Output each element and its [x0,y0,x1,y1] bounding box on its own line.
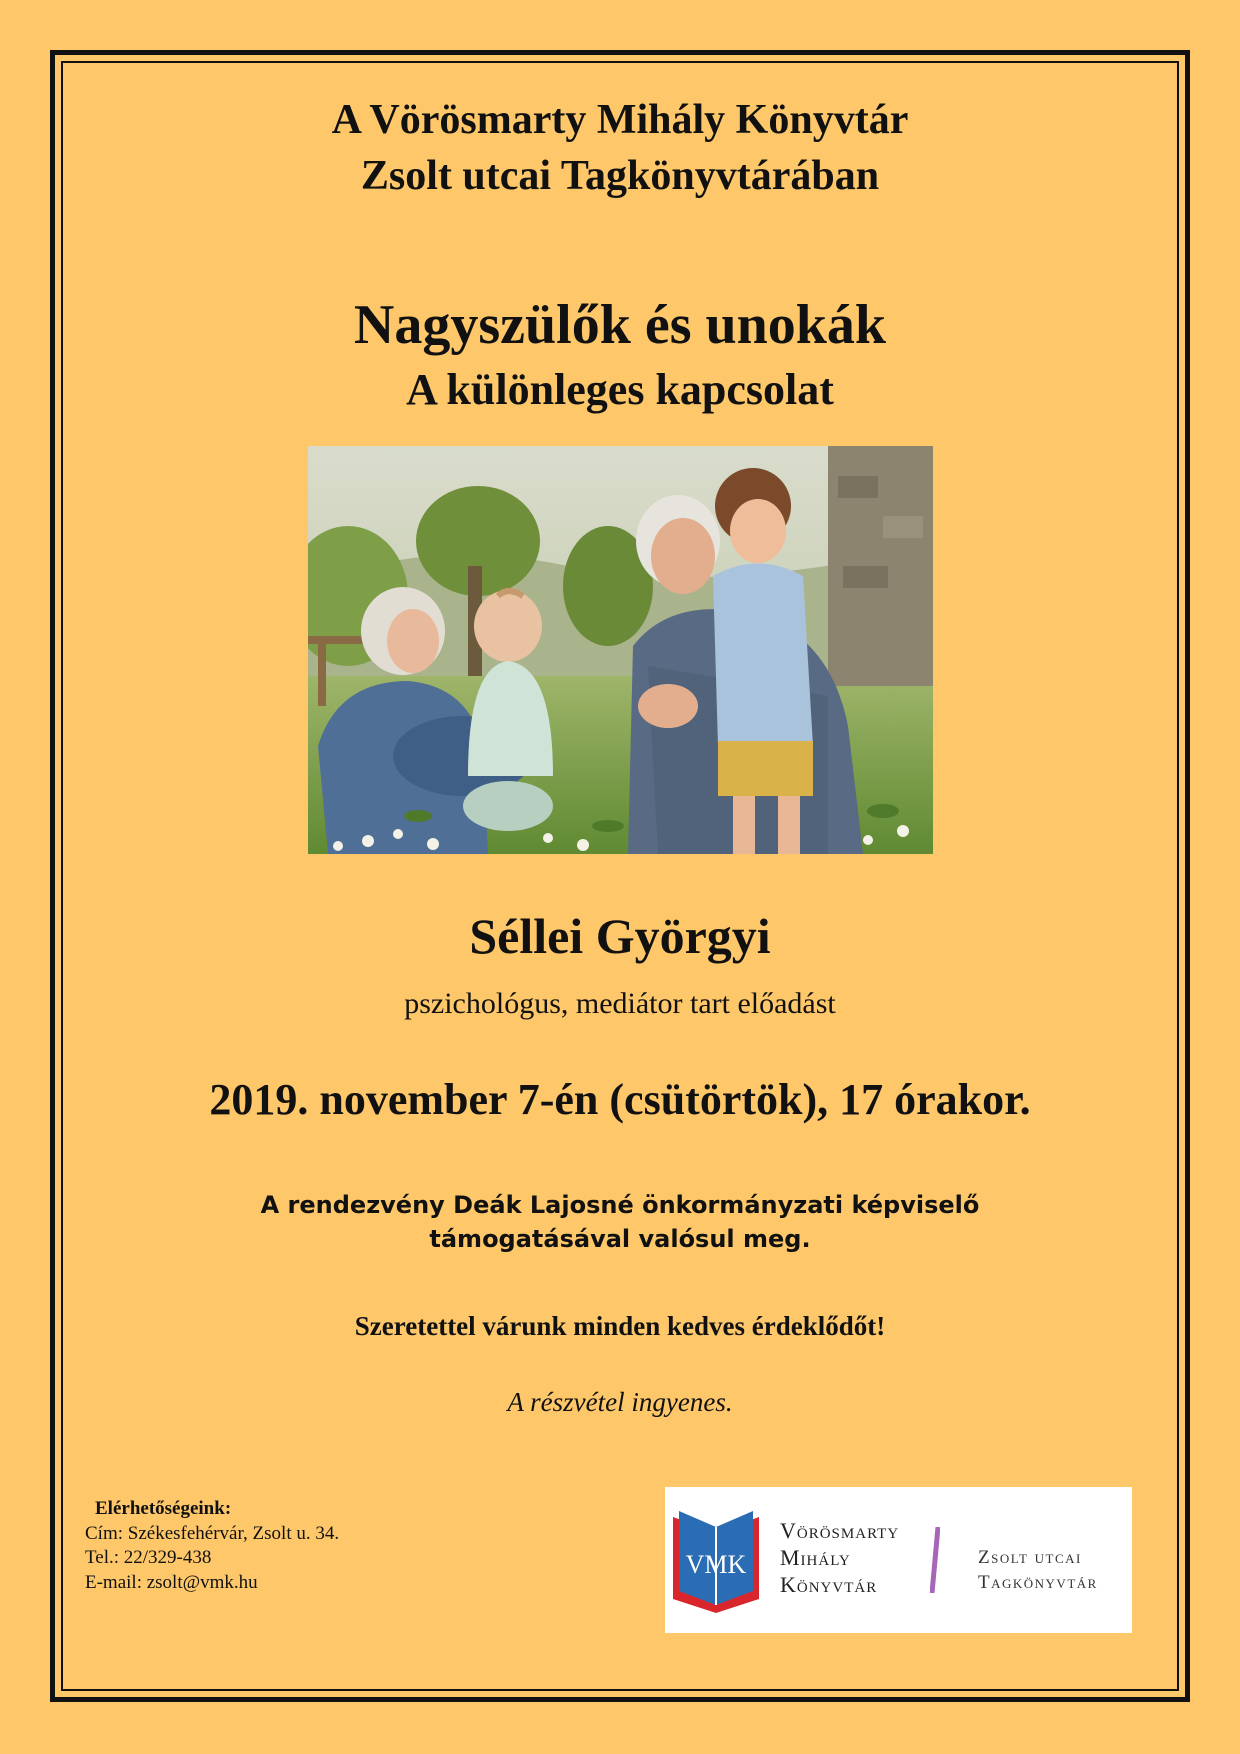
logo-branch-line-2: Tagkönyvtár [978,1572,1098,1593]
welcome-text: Szeretettel várunk minden kedves érdeklődőt! [354,1311,886,1341]
logo-library-name [780,1517,899,1598]
contact-phone: Tel.: 22/329-438 [85,1547,212,1568]
contact-heading: Elérhetőségeink: [95,1498,232,1519]
event-title: Nagyszülők és unokák [353,294,887,356]
speaker-name: Séllei Györgyi [469,908,771,964]
support-line-1: A rendezvény Deák Lajosné önkormányzati képviselő [260,1191,980,1219]
venue-line-2: Zsolt utcai Tagkönyvtárában [360,153,880,199]
logo-name-line-1: Vörösmarty [780,1518,900,1543]
photo-illustration [308,446,933,854]
contact-address: Cím: Székesfehérvár, Zsolt u. 34. [85,1522,340,1544]
free-entry-text: A részvétel ingyenes. [507,1387,733,1417]
logo-monogram: VMK [685,1550,747,1579]
logo-branch-name [978,1545,1098,1595]
book-logo-icon [669,1507,763,1617]
venue-heading [0,92,1240,204]
speaker-role: pszichológus, mediátor tart előadást [404,987,836,1020]
logo-branch-line-1: Zsolt utcai [978,1547,1082,1568]
event-subtitle: A különleges kapcsolat [406,365,834,414]
contact-email: E-mail: zsolt@vmk.hu [85,1571,258,1593]
grandparents-photo [308,446,933,854]
logo-name-line-3: Könyvtár [780,1572,878,1597]
logo-slash-divider [930,1527,940,1593]
event-date: 2019. november 7-én (csütörtök), 17 órakor. [209,1075,1031,1124]
contact-block [85,1497,545,1595]
support-line-2: támogatásával valósul meg. [429,1225,811,1253]
support-note [0,1188,1240,1256]
library-logo [665,1487,1132,1633]
logo-name-line-2: Mihály [780,1545,851,1570]
venue-line-1: A Vörösmarty Mihály Könyvtár [331,97,909,143]
